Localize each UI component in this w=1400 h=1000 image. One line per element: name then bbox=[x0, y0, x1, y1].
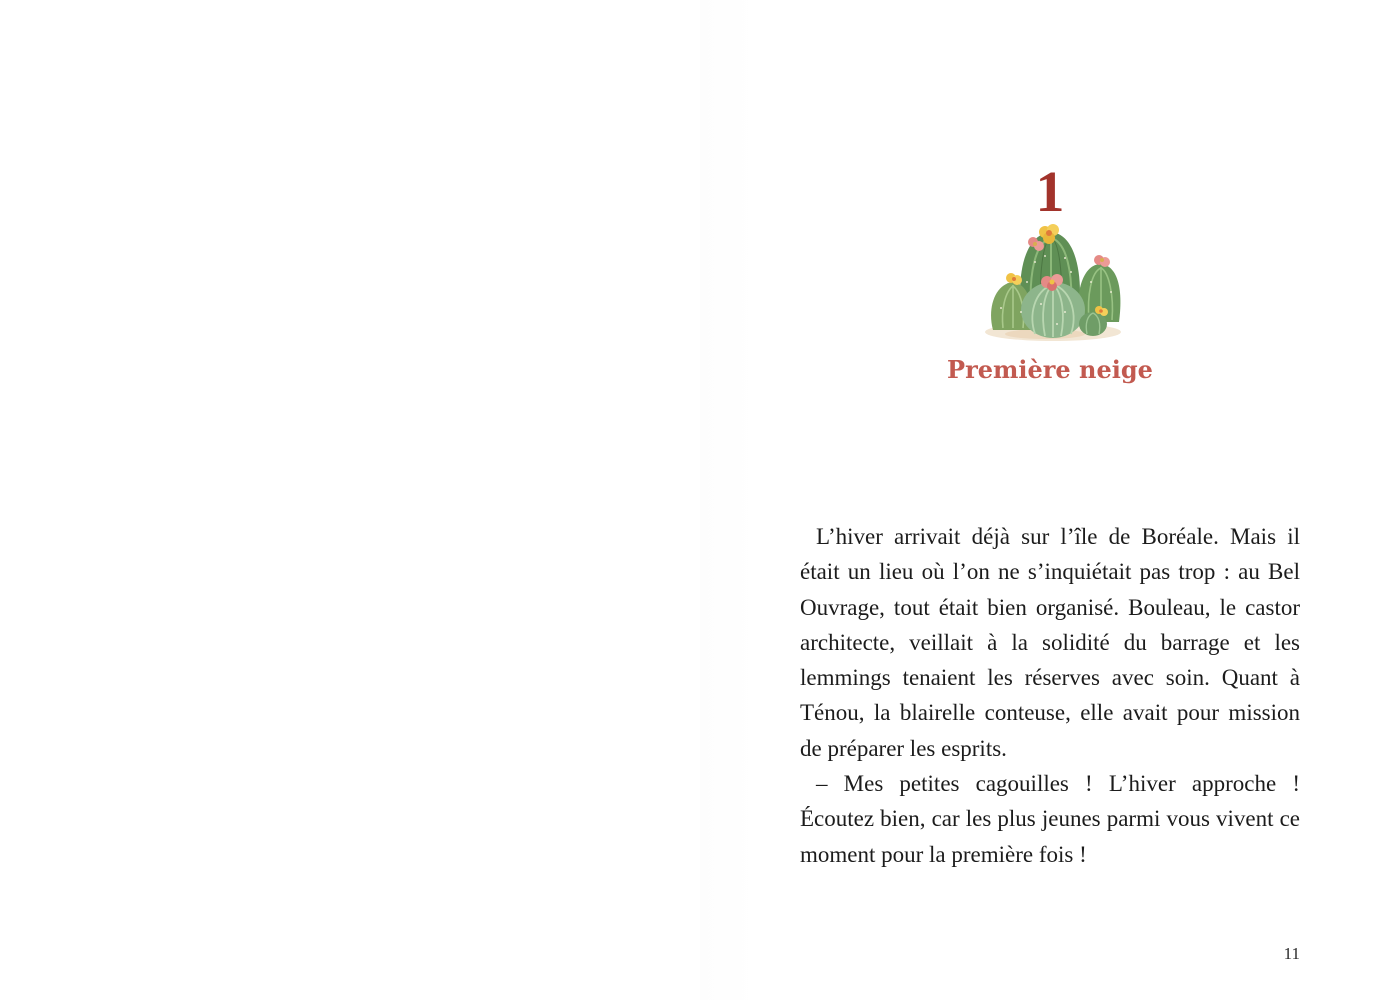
chapter-title: Première neige bbox=[947, 355, 1153, 384]
paragraph: – Mes petites cagouilles ! L’hiver approche ! Écoutez bien, car les plus jeunes parmi vous vivent ce moment pour la première fois ! bbox=[800, 771, 1300, 867]
paragraph: L’hiver arrivait déjà sur l’île de Boréale. Mais il était un lieu où l’on ne s’inquiétait pas trop : au Bel Ouvrage, tout était bien organisé. Bouleau, le castor architecte, veillait à la solidité du barrage et les lemmings tenaient les réserves avec soin. Quant à Ténou, la blairelle conteuse, elle avait pour mission de préparer les esprits. bbox=[800, 524, 1300, 761]
chapter-body bbox=[800, 519, 1300, 872]
cactus-cluster-icon bbox=[975, 212, 1125, 347]
page-number: 11 bbox=[1283, 944, 1300, 963]
chapter-number: 1 bbox=[1035, 159, 1065, 224]
